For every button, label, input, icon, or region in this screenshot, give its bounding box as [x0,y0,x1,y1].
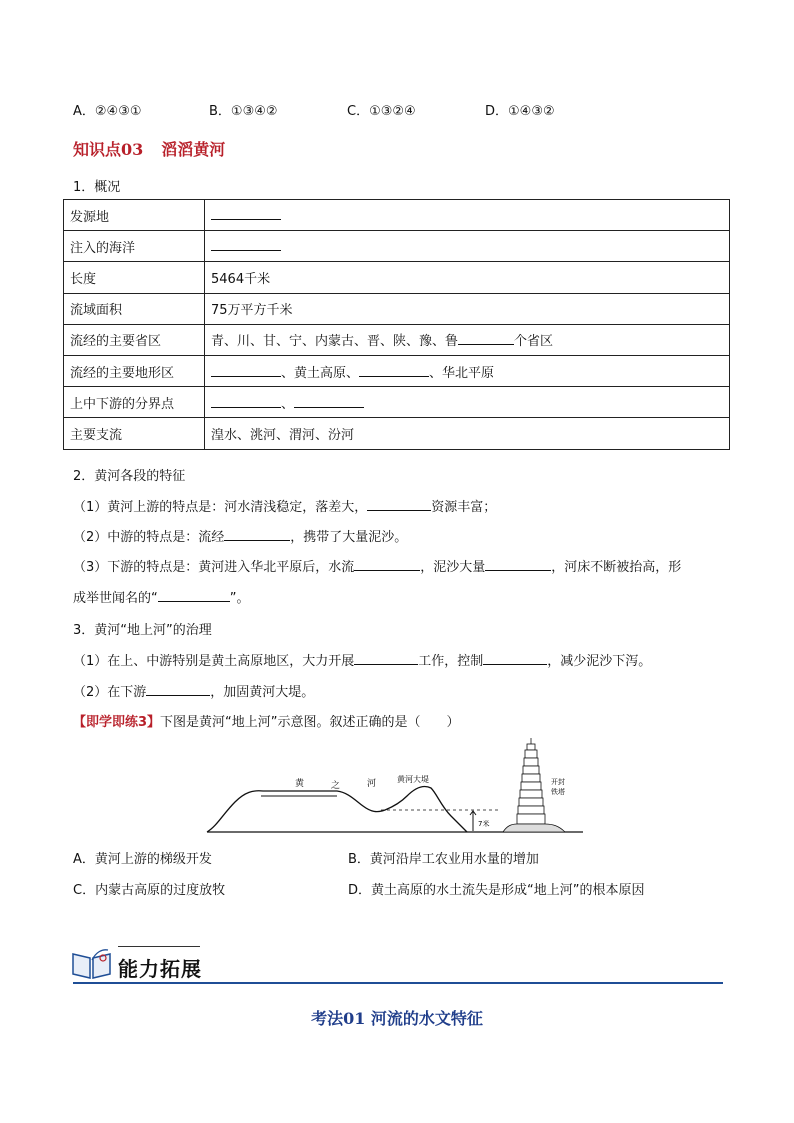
tower-label-2: 铁塔 [551,788,565,796]
fill-blank [483,652,547,665]
header-rule [73,982,723,984]
line-text: （1）在上、中游特别是黄土高原地区，大力开展 [73,654,355,669]
row-value-text: 、华北平原 [429,365,495,381]
line-text: ”。 [229,591,250,606]
fill-blank [146,683,210,696]
option-c-top: C．①③②④ [347,104,416,119]
table-row [64,231,730,262]
book-icon [70,946,114,980]
row-value [205,355,730,386]
table-row [64,387,730,418]
table-row [64,262,730,293]
row-key: 流域面积 [64,293,205,324]
table-row [64,293,730,324]
line-text: （2）在下游 [73,685,147,700]
fill-blank [158,589,230,602]
table-row [64,200,730,231]
exercise-option-c: C．内蒙古高原的过度放牧 [73,883,226,898]
governance-line-2 [73,681,314,700]
line-text: 资源丰富； [431,500,497,515]
row-value-text: 个省区 [514,334,554,350]
upper-reach-line [73,496,496,515]
line-text: （1）黄河上游的特点是：河水清浅稳定，落差大， [73,500,368,515]
fill-blank [294,395,364,408]
fill-blank [224,528,290,541]
option-a-top: A．②④③① [73,104,142,119]
table-row [64,418,730,449]
dike-label: 黄河大堤 [397,775,429,784]
governance-heading: 3．黄河“地上河”的治理 [73,623,212,638]
fill-blank [211,207,281,220]
tower-label-1: 开封 [551,778,565,786]
height-label: 7米 [478,820,490,828]
fill-blank [354,652,418,665]
row-value [205,324,730,355]
above-ground-river-diagram [205,736,585,836]
knowledge-point-heading [73,137,225,160]
fill-blank [359,364,429,377]
row-key: 长度 [64,262,205,293]
row-key: 主要支流 [64,418,205,449]
line-text: （2）中游的特点是：流经 [73,530,225,545]
overview-table [63,199,730,450]
fill-blank [458,332,514,345]
row-value [205,387,730,418]
option-d-top: D．①④③② [485,104,555,119]
row-value-text: 、 [281,396,295,412]
exercise-question-text: 下图是黄河“地上河”示意图。叙述正确的是（ ） [160,715,460,730]
exercise-tag: 【即学即练3】 [73,715,161,730]
lower-reach-line-2 [73,587,250,606]
line-text: ，减少泥沙下泻。 [547,654,652,669]
fill-blank [211,238,281,251]
governance-line-1 [73,650,651,669]
exercise-option-d: D．黄土高原的水土流失是形成“地上河”的根本原因 [348,883,645,898]
overview-heading: 1．概况 [73,180,121,195]
exercise-option-a: A．黄河上游的梯级开发 [73,852,212,867]
ability-section-title: 能力拓展 [118,957,202,981]
riverbed-outline [207,786,467,832]
exercise-option-b: B．黄河沿岸工农业用水量的增加 [348,852,539,867]
row-value-text: 、黄土高原、 [281,365,360,381]
middle-reach-line [73,526,407,545]
river-label-1: 黄 [295,779,305,789]
line-text: ，携带了大量泥沙。 [290,530,408,545]
row-key: 流经的主要省区 [64,324,205,355]
row-key: 上中下游的分界点 [64,387,205,418]
line-text: ，加固黄河大堤。 [210,685,315,700]
features-heading: 2．黄河各段的特征 [73,469,186,484]
line-text: 成举世闻名的“ [73,591,158,606]
river-label-3: 河 [367,779,377,789]
header-rule-top [118,946,200,947]
knowledge-point-name: 滔滔黄河 [161,140,226,159]
line-text: （3）下游的特点是：黄河进入华北平原后，水流 [73,560,355,575]
line-text: ，河床不断被抬高，形 [551,560,682,575]
row-value [205,231,730,262]
fill-blank [354,558,420,571]
fill-blank [211,395,281,408]
knowledge-point-number: 知识点03 [73,140,144,159]
method-title: 考法01 河流的水文特征 [311,1009,483,1028]
fill-blank [367,498,431,511]
line-text: ，泥沙大量 [420,560,486,575]
row-value: 湟水、洮河、渭河、汾河 [205,418,730,449]
row-value-text: 青、川、甘、宁、内蒙古、晋、陕、豫、鲁 [211,334,459,350]
exercise-question [73,711,460,730]
line-text: 工作，控制 [418,654,484,669]
table-row [64,355,730,386]
river-label-2: 之 [331,781,341,791]
row-value: 75万平方千米 [205,293,730,324]
fill-blank [211,364,281,377]
row-key: 注入的海洋 [64,231,205,262]
fill-blank [485,558,551,571]
row-key: 流经的主要地形区 [64,355,205,386]
row-key: 发源地 [64,200,205,231]
row-value [205,200,730,231]
table-row [64,324,730,355]
option-b-top: B．①③④② [209,104,278,119]
lower-reach-line [73,556,681,575]
row-value: 5464千米 [205,262,730,293]
